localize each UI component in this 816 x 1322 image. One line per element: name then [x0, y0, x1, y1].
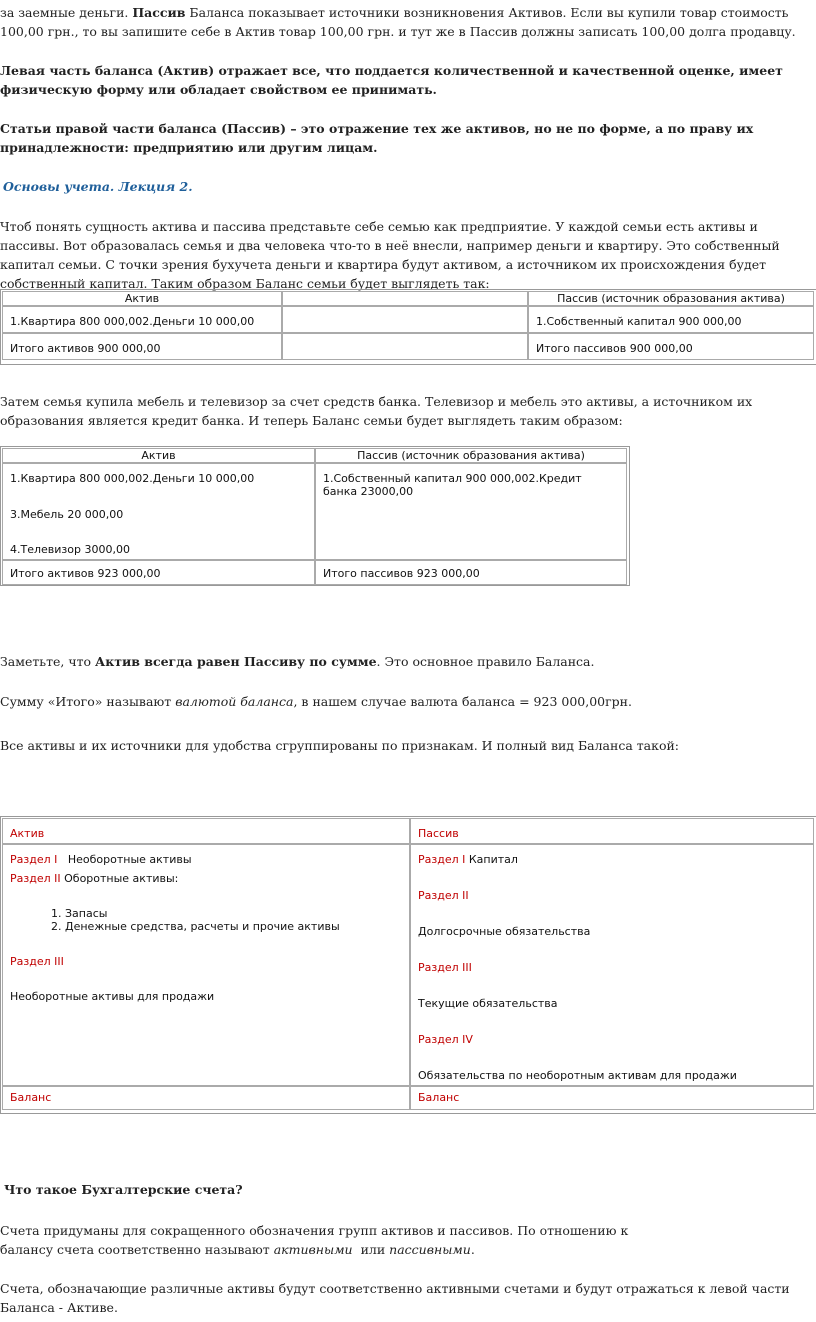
accounts-text-active: активными	[273, 1242, 353, 1257]
table2-head-aktiv: Актив	[2, 448, 315, 463]
table1-row1-passiv: 1.Собственный капитал 900 000,00	[528, 306, 814, 333]
balance-table-1	[2, 291, 814, 360]
passiv-section-3-text: Текущие обязательства	[418, 997, 558, 1010]
accounts-text-or: или	[352, 1242, 390, 1257]
accounts-text-passive: пассивными	[389, 1242, 471, 1257]
table3-foot-aktiv-label: Баланс	[10, 1091, 52, 1104]
table2-total-aktiv: Итого активов 923 000,00	[2, 560, 315, 585]
aktiv-section-2-list	[10, 907, 402, 933]
table3-passiv-sections	[410, 844, 814, 1086]
table3-aktiv-sections	[2, 844, 410, 1086]
table2-aktiv-items	[2, 463, 315, 560]
aktiv-section-1-label: Раздел I	[10, 853, 58, 866]
list-item: 2. Денежные средства, расчеты и прочие активы	[65, 920, 402, 933]
table2-passiv-items	[315, 463, 627, 560]
currency-paragraph	[0, 692, 812, 711]
rule-paragraph	[0, 652, 812, 671]
balance-table-3	[2, 818, 814, 1110]
rule-text-bold: Актив всегда равен Пассиву по сумме	[95, 654, 377, 669]
passiv-section-4-label: Раздел IV	[418, 1033, 473, 1046]
accounts-text-end: .	[470, 1242, 475, 1257]
table3-foot-aktiv	[2, 1086, 410, 1110]
table1-row1-empty	[282, 306, 528, 333]
table2-total-passiv: Итого пассивов 923 000,00	[315, 560, 627, 585]
passiv-section-2-text: Долгосрочные обязательства	[418, 925, 591, 938]
table2-passiv-line-1: 1.Собственный капитал 900 000,002.Кредит банка 23000,00	[323, 472, 582, 498]
table3-foot-passiv	[410, 1086, 814, 1110]
table1-total-aktiv: Итого активов 900 000,00	[2, 333, 282, 360]
table1-head-empty	[282, 291, 528, 306]
accounts-heading: Что такое Бухгалтерские счета?	[4, 1182, 243, 1197]
intro-paragraph-3: Статьи правой части баланса (Пассив) – это отражение тех же активов, но не по форме, а по праву их принадлежности: предприятию или другим лицам.	[0, 121, 754, 155]
aktiv-section-1-text: Необоротные активы	[57, 853, 192, 866]
table3-head-passiv-label: Пассив	[418, 827, 459, 840]
passiv-section-4-text: Обязательства по необоротным активам для продажи	[418, 1069, 737, 1082]
table1-total-empty	[282, 333, 528, 360]
rule-text-c: . Это основное правило Баланса.	[376, 654, 595, 669]
table2-aktiv-line-2: 3.Мебель 20 000,00	[10, 508, 124, 521]
grouped-paragraph: Все активы и их источники для удобства сгруппированы по признакам. И полный вид Баланса такой:	[0, 738, 680, 753]
passiv-section-2-label: Раздел II	[418, 889, 469, 902]
accounts-text-a: Счета придуманы для сокращенного обозначения групп активов и пассивов. По отношению к балансу счета соответственно называют	[0, 1223, 629, 1257]
rule-text-a: Заметьте, что	[0, 654, 96, 669]
aktiv-section-2-label: Раздел II	[10, 872, 61, 885]
passiv-section-1	[418, 853, 806, 866]
intro-paragraph-1	[0, 3, 812, 41]
intro-text-c: Баланса показывает источники возникновения Активов. Если вы купили товар стоимость 100,00 грн., то вы запишите себе в Актив товар 100,00 грн. и тут же в Пассив должны записать 100,00 долга продавцу.	[0, 5, 796, 39]
currency-text-italic: валютой баланса	[175, 694, 294, 709]
table2-aktiv-line-3: 4.Телевизор 3000,00	[10, 543, 130, 556]
intro-paragraph-2: Левая часть баланса (Актив) отражает все, что поддается количественной и качественной оценке, имеет физическую форму или обладает свойством ее принимать.	[0, 63, 783, 97]
passiv-section-3-label: Раздел III	[418, 961, 472, 974]
table1-row1-aktiv: 1.Квартира 800 000,002.Деньги 10 000,00	[2, 306, 282, 333]
table3-foot-passiv-label: Баланс	[418, 1091, 460, 1104]
balance-table-2	[2, 448, 627, 585]
list-item: 1. Запасы	[65, 907, 402, 920]
table2-head-passiv: Пассив (источник образования актива)	[315, 448, 627, 463]
aktiv-section-2	[10, 872, 402, 885]
aktiv-section-3-text: Необоротные активы для продажи	[10, 990, 215, 1003]
table3-head-aktiv	[2, 818, 410, 844]
bank-paragraph: Затем семья купила мебель и телевизор за счет средств банка. Телевизор и мебель это активы, а источником их образования является кредит банка. И теперь Баланс семьи будет выглядеть таким образом:	[0, 394, 753, 428]
accounts-paragraph-2: Счета, обозначающие различные активы будут соответственно активными счетами и будут отражаться к левой части Баланса - Активе.	[0, 1281, 790, 1315]
table1-head-passiv: Пассив (источник образования актива)	[528, 291, 814, 306]
table1-total-passiv: Итого пассивов 900 000,00	[528, 333, 814, 360]
aktiv-section-2-text: Оборотные активы:	[60, 872, 179, 885]
family-paragraph: Чтоб понять сущность актива и пассива представьте себе семью как предприятие. У каждой семьи есть активы и пассивы. Вот образовалась семья и два человека что-то в неё внесли, например деньги и квартиру. Это собственный капитал семьи. С точки зрения бухучета деньги и квартира будут активом, а источником их происхождения будет собственный капитал. Таким образом Баланс семьи будет выглядеть так:	[0, 219, 780, 291]
table2-aktiv-line-1: 1.Квартира 800 000,002.Деньги 10 000,00	[10, 472, 255, 485]
currency-text-c: , в нашем случае валюта баланса = 923 000,00грн.	[293, 694, 632, 709]
lecture-title: Основы учета. Лекция 2.	[3, 179, 193, 194]
table1-head-aktiv: Актив	[2, 291, 282, 306]
table3-head-passiv	[410, 818, 814, 844]
table3-head-aktiv-label: Актив	[10, 827, 45, 840]
passiv-section-1-text: Капитал	[465, 853, 518, 866]
aktiv-section-3-label: Раздел III	[10, 955, 64, 968]
intro-text-a: за заемные деньги.	[0, 5, 133, 20]
passiv-section-1-label: Раздел I	[418, 853, 466, 866]
aktiv-section-1	[10, 853, 402, 866]
accounts-paragraph-1	[0, 1221, 670, 1259]
intro-passiv-term: Пассив	[132, 5, 186, 20]
currency-text-a: Сумму «Итого» называют	[0, 694, 176, 709]
